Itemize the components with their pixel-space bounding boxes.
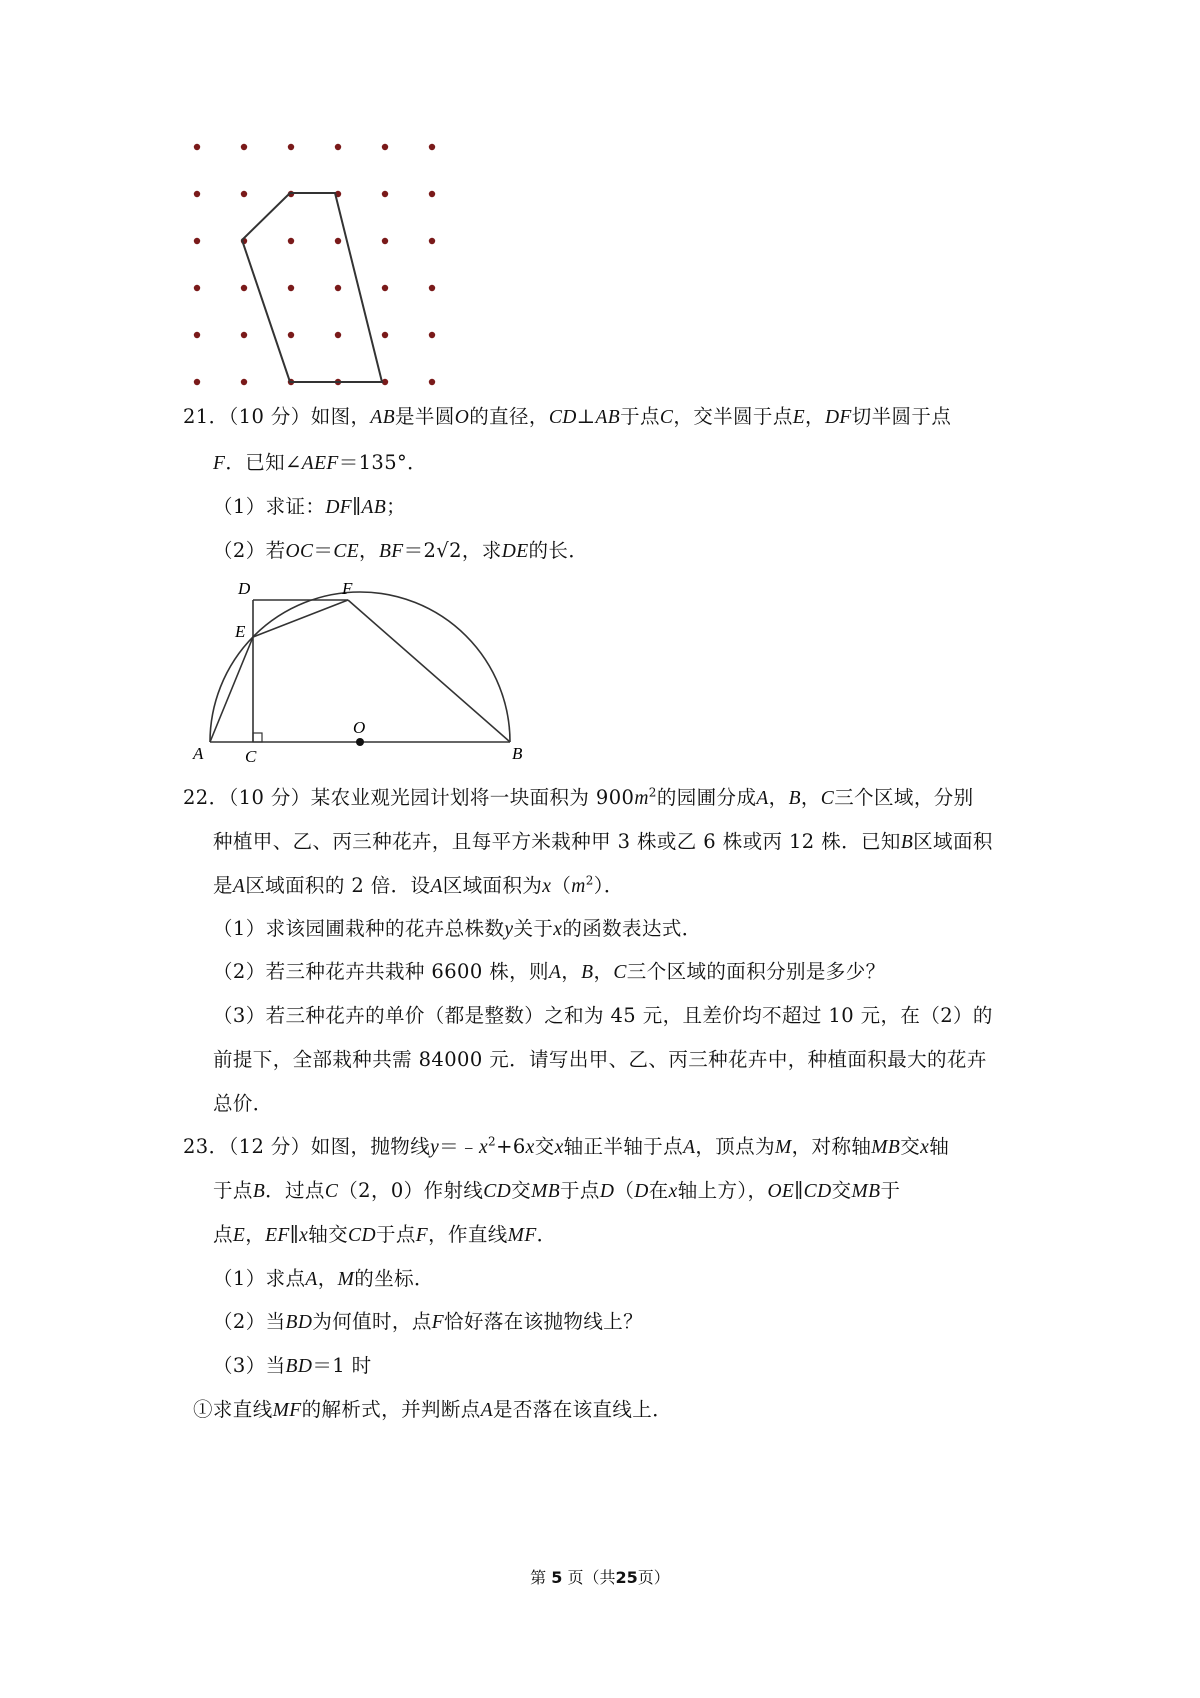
grid-dot xyxy=(288,144,294,150)
q21-part-2: （2）若OC＝CE，BF＝2√2，求DE的长． xyxy=(213,539,589,562)
grid-dot xyxy=(429,238,435,244)
grid-dot xyxy=(194,144,200,150)
label-B: B xyxy=(512,744,523,763)
grid-dot xyxy=(382,191,388,197)
q21-line-2: F．已知∠AEF＝135°． xyxy=(213,451,428,474)
segment-FB xyxy=(348,600,510,742)
page-footer: 第 5 页（共25页） xyxy=(530,1568,670,1587)
q23-part-3: （3）当BD＝1 时 xyxy=(213,1354,372,1377)
grid-dot xyxy=(194,238,200,244)
q22-part-1: （1）求该园圃栽种的花卉总株数y关于x的函数表达式． xyxy=(213,917,702,940)
q22-part-3-line-1: （3）若三种花卉的单价（都是整数）之和为 45 元，且差价均不超过 10 元，在（2）的 xyxy=(213,1004,993,1027)
grid-dot xyxy=(429,191,435,197)
grid-dot xyxy=(382,238,388,244)
q22-part-3-line-3: 总价． xyxy=(213,1092,273,1115)
grid-dot xyxy=(241,191,247,197)
label-E: E xyxy=(235,622,246,641)
center-point-O xyxy=(356,738,364,746)
q21-part-1: （1）求证：DF∥AB； xyxy=(213,495,407,518)
grid-dot xyxy=(382,144,388,150)
grid-dot xyxy=(288,285,294,291)
grid-dot xyxy=(382,332,388,338)
right-angle-mark xyxy=(253,733,262,742)
grid-dot xyxy=(194,191,200,197)
q23-part-1: （1）求点A，M的坐标． xyxy=(213,1267,434,1290)
q23-line-1: 23．（12 分）如图，抛物线$y=﹣x^2+6x$交x轴正半轴于点A，顶点为M，对称轴MB交x轴 xyxy=(183,1134,950,1158)
q23-part-2: （2）当BD为何值时，点F恰好落在该抛物线上？ xyxy=(213,1310,644,1333)
grid-dot xyxy=(335,238,341,244)
grid-dot xyxy=(288,332,294,338)
dot-grid-figure xyxy=(180,130,470,420)
hexagon-shape xyxy=(242,193,382,382)
label-C: C xyxy=(245,747,257,766)
q22-line-2: 种植甲、乙、丙三种花卉，且每平方米栽种甲 3 株或乙 6 株或丙 12 株．已知B区域面积 xyxy=(213,830,993,853)
label-O: O xyxy=(353,718,366,737)
grid-dot xyxy=(241,332,247,338)
q22-part-3-line-2: 前提下，全部栽种共需 84000 元．请写出甲、乙、丙三种花卉中，种植面积最大的花卉 xyxy=(213,1048,987,1071)
q23-subpart-1: ①求直线MF的解析式，并判断点A是否落在该直线上． xyxy=(193,1398,673,1421)
label-D: D xyxy=(238,579,251,598)
grid-dot xyxy=(335,332,341,338)
q22-line-3: 是A区域面积的 2 倍．设A区域面积为$x(m^2)$． xyxy=(213,873,624,897)
grid-dot xyxy=(194,332,200,338)
grid-dot xyxy=(194,285,200,291)
label-F: F xyxy=(342,579,353,598)
segment-AE xyxy=(210,637,253,742)
q21-line-1: 21．（10 分）如图，AB是半圆O的直径，CD⊥AB于点C，交半圆于点E，DF切半圆于点 xyxy=(183,405,952,428)
grid-dot xyxy=(429,285,435,291)
grid-dot xyxy=(194,379,200,385)
grid-dot xyxy=(429,379,435,385)
grid-dot xyxy=(288,238,294,244)
grid-dot xyxy=(429,144,435,150)
q23-line-3: 点E，EF∥x轴交CD于点F，作直线MF． xyxy=(213,1223,557,1246)
grid-dot xyxy=(335,285,341,291)
grid-dot xyxy=(335,144,341,150)
segment-EF xyxy=(253,600,348,637)
q23-line-2: 于点B．过点C（2，0）作射线CD交MB于点D（D在x轴上方），OE∥CD交MB于 xyxy=(213,1179,901,1202)
grid-dot xyxy=(241,285,247,291)
grid-dot xyxy=(429,332,435,338)
semicircle-figure xyxy=(190,575,550,775)
q22-part-2: （2）若三种花卉共栽种 6600 株，则A，B，C三个区域的面积分别是多少？ xyxy=(213,960,886,983)
grid-dot xyxy=(241,144,247,150)
q22-line-1: 22．（10 分）某农业观光园计划将一块面积为 $900m^2$的园圃分成A，B，C三个区域，分别 xyxy=(183,785,974,809)
grid-dot xyxy=(382,285,388,291)
label-A: A xyxy=(193,744,204,763)
grid-dot xyxy=(241,379,247,385)
